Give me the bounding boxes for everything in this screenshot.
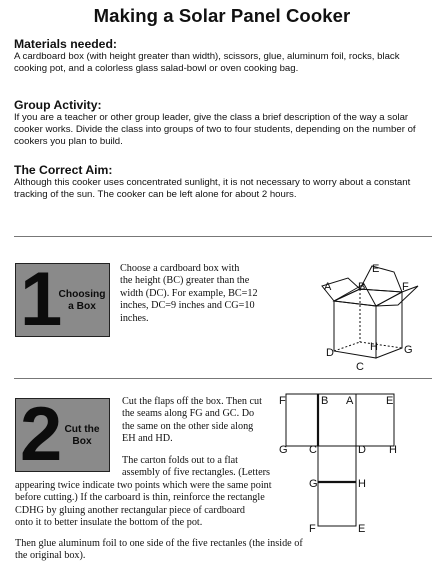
step-2-text-line: onto it to better insulate the bottom of the pot.: [15, 517, 203, 529]
step-1-label-line1: Choosing: [58, 289, 106, 300]
flat-net-diagram: [276, 390, 426, 540]
step-2-label-line1: Cut the: [64, 424, 100, 435]
step-2-text-a: [122, 396, 287, 446]
net-label-E-bottom: E: [358, 523, 366, 535]
step-1-text-line: inches, DC=9 inches and CG=10: [120, 300, 255, 312]
box-label-A: A: [324, 281, 332, 293]
materials-section: [14, 37, 434, 75]
box-diagram: [318, 258, 436, 370]
box-label-E: E: [372, 263, 380, 275]
box-label-B: B: [358, 281, 366, 293]
box-label-C: C: [356, 361, 364, 370]
page-title: Making a Solar Panel Cooker: [93, 5, 351, 26]
materials-body: A cardboard box (with height greater than width), scissors, glue, aluminum foil, rocks, black cooking pot, and a colorless glass salad-bowl or oven cooking bag.: [14, 51, 400, 75]
step-2-text-line: the same on the other side along: [122, 420, 254, 432]
step-2-text-c: [15, 480, 295, 530]
step-1-badge: [15, 257, 110, 342]
net-label-A: A: [346, 395, 354, 407]
step-2-text-line: Cut the flaps off the box. Then cut: [122, 396, 262, 407]
net-label-G-mid: G: [309, 478, 318, 490]
step-1-label-line2: a Box: [68, 301, 96, 312]
step-2-label-line2: Box: [72, 436, 92, 447]
step-1-text-line: the height (BC) greater than the: [120, 275, 250, 287]
step-2-text-b: [122, 455, 287, 480]
step-1-text-line: Choose a cardboard box with: [120, 263, 240, 274]
box-label-D: D: [326, 347, 334, 359]
step-2-text-line: before cutting.) If the carboard is thin, reinforce the rectangle: [15, 492, 265, 504]
net-label-E-top: E: [386, 395, 394, 407]
step-2-text-line: The carton folds out to a flat: [122, 455, 238, 466]
step-2-text-line: EH and HD.: [122, 433, 173, 445]
materials-heading: Materials needed:: [14, 37, 117, 51]
aim-section: [14, 163, 434, 201]
step-2-text-line: assembly of five rectangles. (Letters: [122, 467, 270, 479]
net-label-H-mid: H: [358, 478, 366, 490]
box-label-G: G: [404, 344, 413, 356]
group-activity-heading: Group Activity:: [14, 98, 102, 112]
net-label-D: D: [358, 444, 366, 456]
group-activity-section: [14, 98, 434, 149]
step-2-number: 2: [20, 392, 63, 477]
step-2-badge: [15, 392, 110, 477]
net-label-C: C: [309, 444, 317, 456]
net-label-F-bottom: F: [309, 523, 316, 535]
step-2-text-line: the seams along FG and GC. Do: [122, 408, 255, 420]
net-label-F-top: F: [279, 395, 286, 407]
box-label-H: H: [370, 341, 378, 353]
step-1-text-line: inches.: [120, 312, 149, 324]
box-label-F: F: [402, 281, 409, 293]
step-2-text-line: CDHG by gluing another rectangular piece of cardboard: [15, 504, 245, 516]
step-2-text-d: Then glue aluminum foil to one side of the five rectanles (the inside of the original box).: [15, 538, 303, 562]
step-2-text-line: appearing twice indicate two points which were the same point: [15, 480, 272, 491]
net-label-H-right: H: [389, 444, 397, 456]
step-1-number: 1: [20, 257, 63, 342]
step-1-text: [120, 263, 295, 325]
aim-body: Although this cooker uses concentrated sunlight, it is not necessary to worry about a constant tracking of the sun. The cooker can be left alone for about 2 hours.: [14, 177, 411, 201]
aim-heading: The Correct Aim:: [14, 163, 113, 177]
net-label-B: B: [321, 395, 329, 407]
step-1-text-line: width (DC). For example, BC=12: [120, 287, 258, 299]
divider-2: [14, 378, 432, 379]
group-activity-body: If you are a teacher or other group leader, give the class a brief description of the way a solar cooker works. Divide the class into groups of two to four students, depending on the number of cookers you plan to build.: [14, 112, 416, 148]
net-label-G-left: G: [279, 444, 288, 456]
divider-1: [14, 236, 432, 237]
